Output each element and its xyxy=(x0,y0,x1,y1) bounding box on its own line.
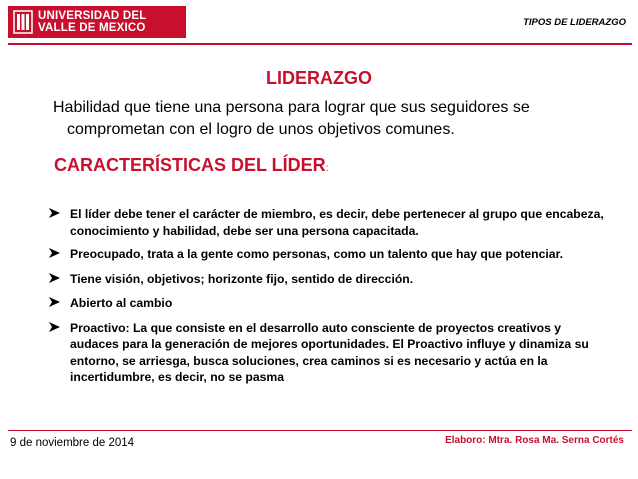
section-title xyxy=(54,155,328,176)
page-title: LIDERAZGO xyxy=(266,68,372,88)
footer-divider xyxy=(8,430,632,431)
list-item xyxy=(48,246,613,264)
list-item xyxy=(48,320,613,386)
arrow-bullet-icon xyxy=(48,321,70,338)
list-item xyxy=(48,206,613,239)
uvm-logo-icon xyxy=(13,10,33,34)
footer-date: 9 de noviembre de 2014 xyxy=(10,437,135,449)
list-item xyxy=(48,295,613,313)
arrow-bullet-icon xyxy=(48,296,70,313)
logo-line-2: VALLE DE MEXICO xyxy=(38,22,146,34)
list-item-text: Proactivo: La que consiste en el desarrollo auto consciente de proyectos creativos y audaces para la generación de mejores oportunidades. El Proactivo influye y dinamiza su entorno, se arriesga, busca soluciones, crea caminos si es necesario y actúa en la incertidumbre, es decir, no se pasma xyxy=(70,320,589,384)
slide-header-title: TIPOS DE LIDERAZGO xyxy=(523,17,626,28)
logo-text xyxy=(38,10,146,34)
section-title-text: CARACTERÍSTICAS DEL LÍDER xyxy=(54,155,326,175)
university-logo xyxy=(8,6,186,38)
definition-text: Habilidad que tiene una persona para lograr que sus seguidores se comprometan con el logro de unos objetivos comunes. xyxy=(53,99,530,138)
list-item xyxy=(48,271,613,289)
header-divider xyxy=(8,43,632,45)
characteristics-list xyxy=(48,206,613,393)
list-item-text: El líder debe tener el carácter de miembro, es decir, debe pertenecer al grupo que encabeza, conocimiento y habilidad, debe ser una persona capacitada. xyxy=(70,207,604,238)
list-item-text: Tiene visión, objetivos; horizonte fijo, sentido de dirección. xyxy=(70,271,414,286)
footer-author: Elaboro: Mtra. Rosa Ma. Serna Cortés xyxy=(445,435,624,446)
logo-line-1: UNIVERSIDAD DEL xyxy=(38,10,147,22)
section-title-colon: : xyxy=(325,163,329,174)
arrow-bullet-icon xyxy=(48,247,70,264)
list-item-text: Preocupado, trata a la gente como personas, como un talento que hay que potenciar. xyxy=(70,247,564,261)
list-item-text: Abierto al cambio xyxy=(70,296,173,310)
arrow-bullet-icon xyxy=(48,272,70,289)
arrow-bullet-icon xyxy=(48,207,70,224)
